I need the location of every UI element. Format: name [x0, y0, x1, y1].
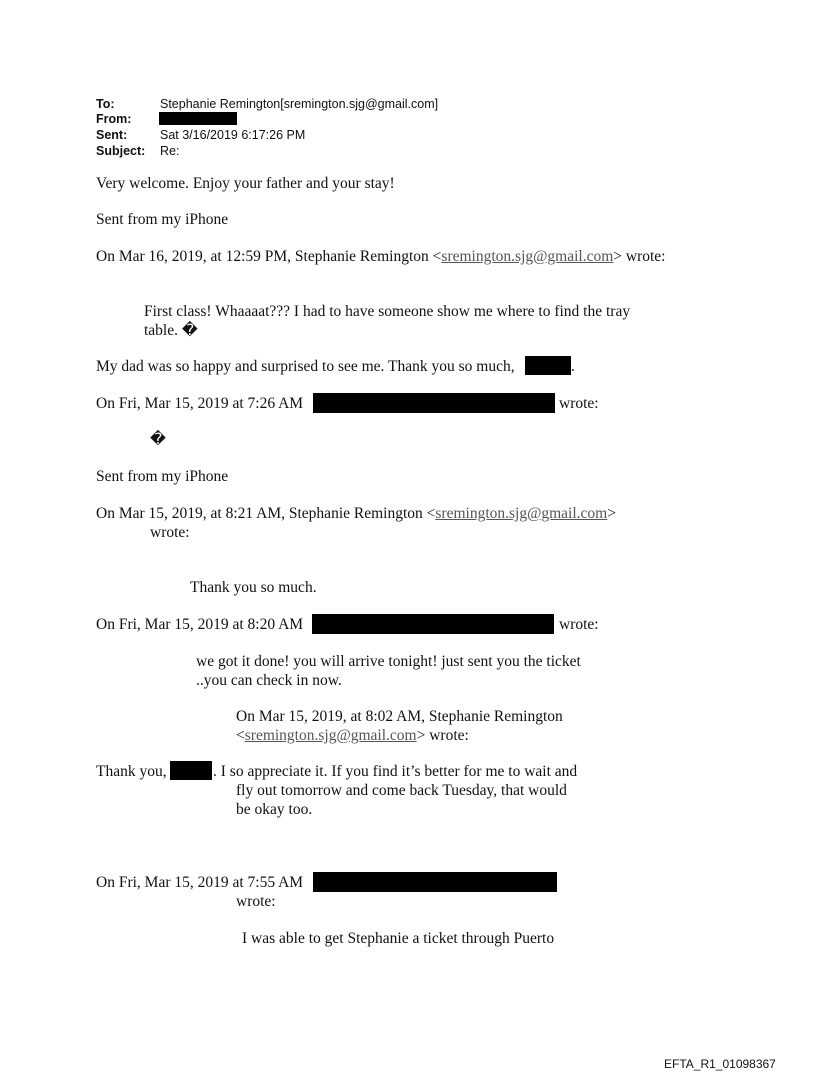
document-id: EFTA_R1_01098367 [664, 1057, 776, 1071]
quote-header-3-wrote: wrote: [150, 524, 190, 541]
replacement-glyph: � [150, 431, 166, 448]
sent-label: Sent: [96, 128, 128, 142]
redaction-sender-1 [313, 393, 555, 413]
ticket-done-line-2: ..you can check in now. [196, 672, 342, 689]
quote-header-3 [96, 504, 616, 524]
quote-header-6-wrote: wrote: [236, 893, 276, 910]
quote-header-2: On Fri, Mar 15, 2019 at 7:26 AM [96, 395, 304, 412]
redaction-sender-3 [313, 872, 557, 892]
quote-header-5-post: > wrote: [416, 727, 469, 744]
first-class-line-1: First class! Whaaaat??? I had to have someone show me where to find the tray [144, 303, 631, 320]
thank-you-text: Thank you so much. [190, 579, 317, 596]
quote-header-3-pre: On Mar 15, 2019, at 8:21 AM, Stephanie Remington < [96, 505, 436, 522]
from-label: From: [96, 112, 132, 126]
redaction-name-1 [525, 356, 571, 375]
ticket-puerto-line: I was able to get Stephanie a ticket through Puerto [242, 930, 555, 947]
sent-from-iphone-1: Sent from my iPhone [96, 211, 229, 228]
first-class-line-2: table. � [144, 322, 198, 339]
to-value: Stephanie Remington[sremington.sjg@gmail.com] [160, 97, 439, 111]
email-link-1[interactable]: sremington.sjg@gmail.com [441, 248, 614, 265]
thank-you-line-3: be okay too. [236, 801, 313, 818]
quote-header-4-wrote: wrote: [559, 616, 599, 633]
quote-header-1 [96, 247, 665, 267]
quote-header-5-line-2 [236, 726, 469, 746]
quote-header-3-post: > [607, 505, 616, 522]
redaction-from [159, 112, 237, 125]
quote-header-6: On Fri, Mar 15, 2019 at 7:55 AM [96, 874, 304, 891]
quote-header-1-pre: On Mar 16, 2019, at 12:59 PM, Stephanie Remington < [96, 248, 442, 265]
quote-header-1-post: > wrote: [613, 248, 666, 265]
email-link-3[interactable]: sremington.sjg@gmail.com [244, 727, 417, 744]
sent-from-iphone-2: Sent from my iPhone [96, 468, 229, 485]
redaction-sender-2 [312, 614, 554, 634]
dad-line: My dad was so happy and surprised to see me. Thank you so much, [96, 358, 515, 375]
quote-header-4: On Fri, Mar 15, 2019 at 8:20 AM [96, 616, 304, 633]
thank-you-line-1: . I so appreciate it. If you find it’s better for me to wait and [213, 763, 578, 780]
subject-value: Re: [160, 144, 180, 158]
quote-header-5-lt: < [236, 727, 245, 744]
redaction-name-2 [170, 761, 212, 780]
reply-text: Very welcome. Enjoy your father and your stay! [96, 175, 395, 192]
email-link-2[interactable]: sremington.sjg@gmail.com [435, 505, 608, 522]
subject-label: Subject: [96, 144, 146, 158]
quote-header-5: On Mar 15, 2019, at 8:02 AM, Stephanie Remington [236, 708, 563, 725]
thank-you-line-2: fly out tomorrow and come back Tuesday, that would [236, 782, 567, 799]
quote-header-2-wrote: wrote: [559, 395, 599, 412]
thank-you-line-pre: Thank you, [96, 763, 167, 780]
to-label: To: [96, 97, 115, 111]
sent-value: Sat 3/16/2019 6:17:26 PM [160, 128, 306, 142]
ticket-done-line-1: we got it done! you will arrive tonight! just sent you the ticket [196, 653, 581, 670]
dad-line-end: . [571, 358, 575, 375]
